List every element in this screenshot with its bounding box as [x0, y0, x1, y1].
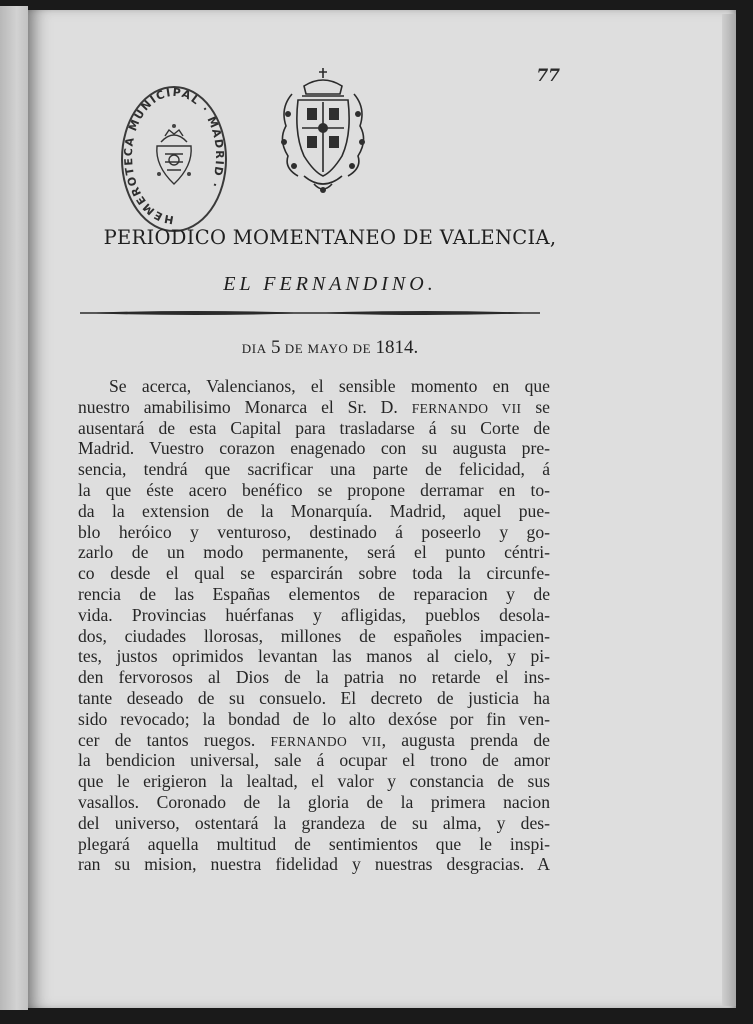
- text-line: Madrid. Vuestro corazon enagenado con su augusta pre-: [78, 438, 550, 459]
- text-line: den fervorosos al Dios de la patria no retarde el ins-: [78, 667, 550, 688]
- text-line: la bendicion universal, sale á ocupar el trono de amor: [78, 750, 550, 771]
- text-line: del universo, ostentará la grandeza de su alma, y des-: [78, 812, 550, 833]
- text-line: tes, justos oprimidos levantan las manos al cielo, y pi-: [78, 646, 550, 667]
- right-page-edge: [722, 14, 736, 1006]
- dateline-month: MAYO: [307, 341, 349, 356]
- king-name: FERNANDO VII: [411, 400, 522, 416]
- text-line: sencia, tendrá que sacrificar una parte de felicidad, á: [78, 459, 550, 480]
- text-line: sido revocado; la bondad de lo alto dexóse por fin ven-: [78, 708, 550, 729]
- dateline: [60, 337, 600, 359]
- text-line: rencia de las Españas elementos de reparacion y de: [78, 583, 550, 604]
- text-line: ausentará de esta Capital para trasladarse á su Corte de: [78, 417, 550, 438]
- article-body: [78, 376, 550, 875]
- dateline-de: DE: [352, 341, 372, 356]
- periodical-subtitle: EL FERNANDINO.: [223, 273, 437, 295]
- dateline-year: 1814.: [375, 337, 419, 358]
- hemeroteca-stamp-icon: [119, 84, 229, 234]
- text-line: zarlo de un modo permanente, será el punto céntri-: [78, 542, 550, 563]
- stamp-text: HEMEROTECA MUNICIPAL · MADRID ·: [121, 85, 227, 227]
- text-line: vida. Provincias huérfanas y afligidas, pueblos desola-: [78, 604, 550, 625]
- text-line: blo heróico y venturoso, destinado á poseerlo y go-: [78, 521, 550, 542]
- periodical-title: PERIODICO MOMENTANEO DE VALENCIA,: [103, 226, 557, 249]
- text-line: la que éste acero benéfico se propone derramar en to-: [78, 479, 550, 500]
- text-line: vasallos. Coronado de la gloria de la primera nacion: [78, 791, 550, 812]
- text-line: nuestro amabilisimo Monarca el Sr. D. FERNANDO VII se: [78, 396, 550, 417]
- king-name: FERNANDO VII: [270, 733, 382, 749]
- text-line: Se acerca, Valencianos, el sensible momento en que: [109, 376, 550, 396]
- text-line: cer de tantos ruegos. FERNANDO VII, augusta prenda de: [78, 729, 550, 750]
- dateline-de: DE: [284, 341, 304, 356]
- svg-text:HEMEROTECA MUNICIPAL · MADRID: [122, 86, 226, 227]
- ornamental-rule: [80, 307, 540, 319]
- text-line: co desde el qual se esparcirán sobre toda la circunfe-: [78, 563, 550, 584]
- text-line: dos, ciudades llorosas, millones de españoles impacien-: [78, 625, 550, 646]
- coat-of-arms-icon: [274, 64, 372, 198]
- text-line: ran su mision, nuestra fidelidad y nuestras desgracias. A: [78, 854, 550, 875]
- text-line: tante deseado de su consuelo. El decreto de justicia ha: [78, 687, 550, 708]
- text-line: plegará aquella multitud de sentimientos que le inspi-: [78, 833, 550, 854]
- dateline-prefix: DIA: [241, 341, 267, 356]
- page-number: 77: [536, 66, 560, 86]
- text-line: da la extension de la Monarquía. Madrid, aquel pue-: [78, 500, 550, 521]
- left-page-edge: [0, 6, 28, 1010]
- text-line: que le erigieron la lealtad, el valor y constancia de sus: [78, 771, 550, 792]
- dateline-day: 5: [270, 337, 281, 358]
